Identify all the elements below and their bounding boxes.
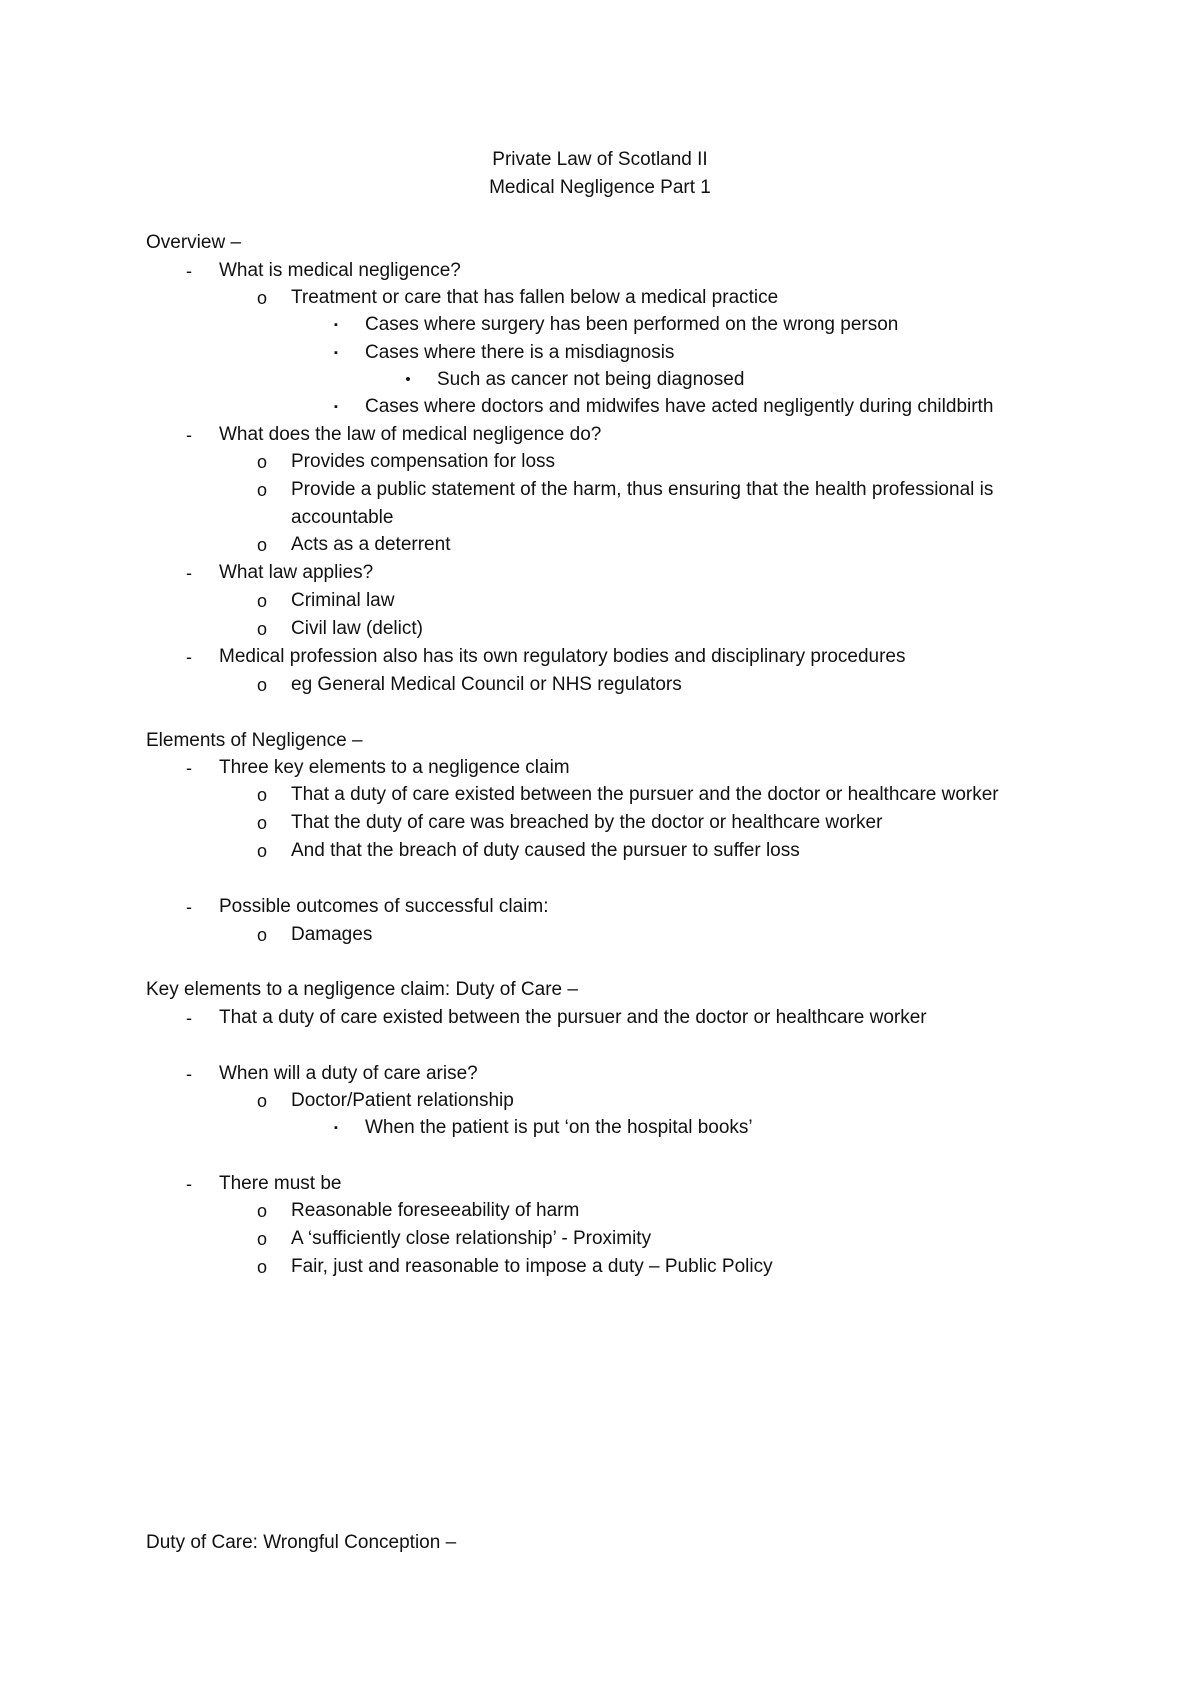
list-item: Medical profession also has its own regulatory bodies and disciplinary procedures [219,646,906,667]
list-item: Provides compensation for loss [291,451,556,472]
dash-marker: - [186,1008,192,1028]
circle-marker: o [256,675,267,695]
list-item: Acts as a deterrent [291,534,451,555]
dash-marker: - [186,425,192,445]
list-item: When will a duty of care arise? [219,1063,478,1084]
square-marker: ▪ [334,401,338,413]
list-item: That a duty of care existed between the pursuer and the doctor or healthcare worker [219,1007,927,1028]
list-item: Criminal law [291,590,395,611]
list-item: Civil law (delict) [291,618,423,639]
list-item-continuation: accountable [291,507,394,528]
list-item: Provide a public statement of the harm, thus ensuring that the health professional is [291,479,994,500]
section-heading-wrongful-conception: Duty of Care: Wrongful Conception – [146,1532,457,1553]
square-marker: ▪ [334,347,338,359]
list-item: Damages [291,924,373,945]
circle-marker: o [256,452,267,472]
circle-marker: o [256,288,267,308]
dash-marker: - [186,647,192,667]
dash-marker: - [186,1064,192,1084]
list-item: And that the breach of duty caused the pursuer to suffer loss [291,840,800,861]
dash-marker: - [186,1174,192,1194]
dash-marker: - [186,563,192,583]
section-heading-overview: Overview – [146,232,242,253]
bullet-marker: • [405,371,411,388]
dash-marker: - [186,261,192,281]
circle-marker: o [256,1229,267,1249]
circle-marker: o [256,480,267,500]
circle-marker: o [256,1091,267,1111]
dash-marker: - [186,758,192,778]
list-item: eg General Medical Council or NHS regulators [291,674,682,695]
list-item: Such as cancer not being diagnosed [437,369,745,390]
square-marker: ▪ [334,319,338,331]
list-item: There must be [219,1173,342,1194]
list-item: What is medical negligence? [219,260,461,281]
circle-marker: o [256,591,267,611]
list-item: That the duty of care was breached by the doctor or healthcare worker [291,812,883,833]
circle-marker: o [256,619,267,639]
circle-marker: o [256,841,267,861]
circle-marker: o [256,1201,267,1221]
document-title: Private Law of Scotland II [492,149,708,170]
list-item: Cases where doctors and midwifes have acted negligently during childbirth [365,396,994,417]
list-item: What does the law of medical negligence do? [219,424,602,445]
circle-marker: o [256,813,267,833]
list-item: That a duty of care existed between the pursuer and the doctor or healthcare worker [291,784,999,805]
list-item: Possible outcomes of successful claim: [219,896,549,917]
list-item: Fair, just and reasonable to impose a duty – Public Policy [291,1256,773,1277]
section-heading-duty-of-care: Key elements to a negligence claim: Duty of Care – [146,979,578,1000]
list-item: Cases where surgery has been performed on the wrong person [365,314,899,335]
circle-marker: o [256,925,267,945]
circle-marker: o [256,535,267,555]
list-item: Three key elements to a negligence claim [219,757,570,778]
circle-marker: o [256,1257,267,1277]
dash-marker: - [186,897,192,917]
list-item: What law applies? [219,562,374,583]
list-item: Reasonable foreseeability of harm [291,1200,580,1221]
list-item: Doctor/Patient relationship [291,1090,514,1111]
list-item: A ‘sufficiently close relationship’ - Proximity [291,1228,652,1249]
list-item: Cases where there is a misdiagnosis [365,342,675,363]
list-item: When the patient is put ‘on the hospital books’ [365,1117,753,1138]
square-marker: ▪ [334,1122,338,1134]
list-item: Treatment or care that has fallen below a medical practice [291,287,779,308]
circle-marker: o [256,785,267,805]
document-subtitle: Medical Negligence Part 1 [489,177,711,198]
section-heading-elements: Elements of Negligence – [146,730,363,751]
